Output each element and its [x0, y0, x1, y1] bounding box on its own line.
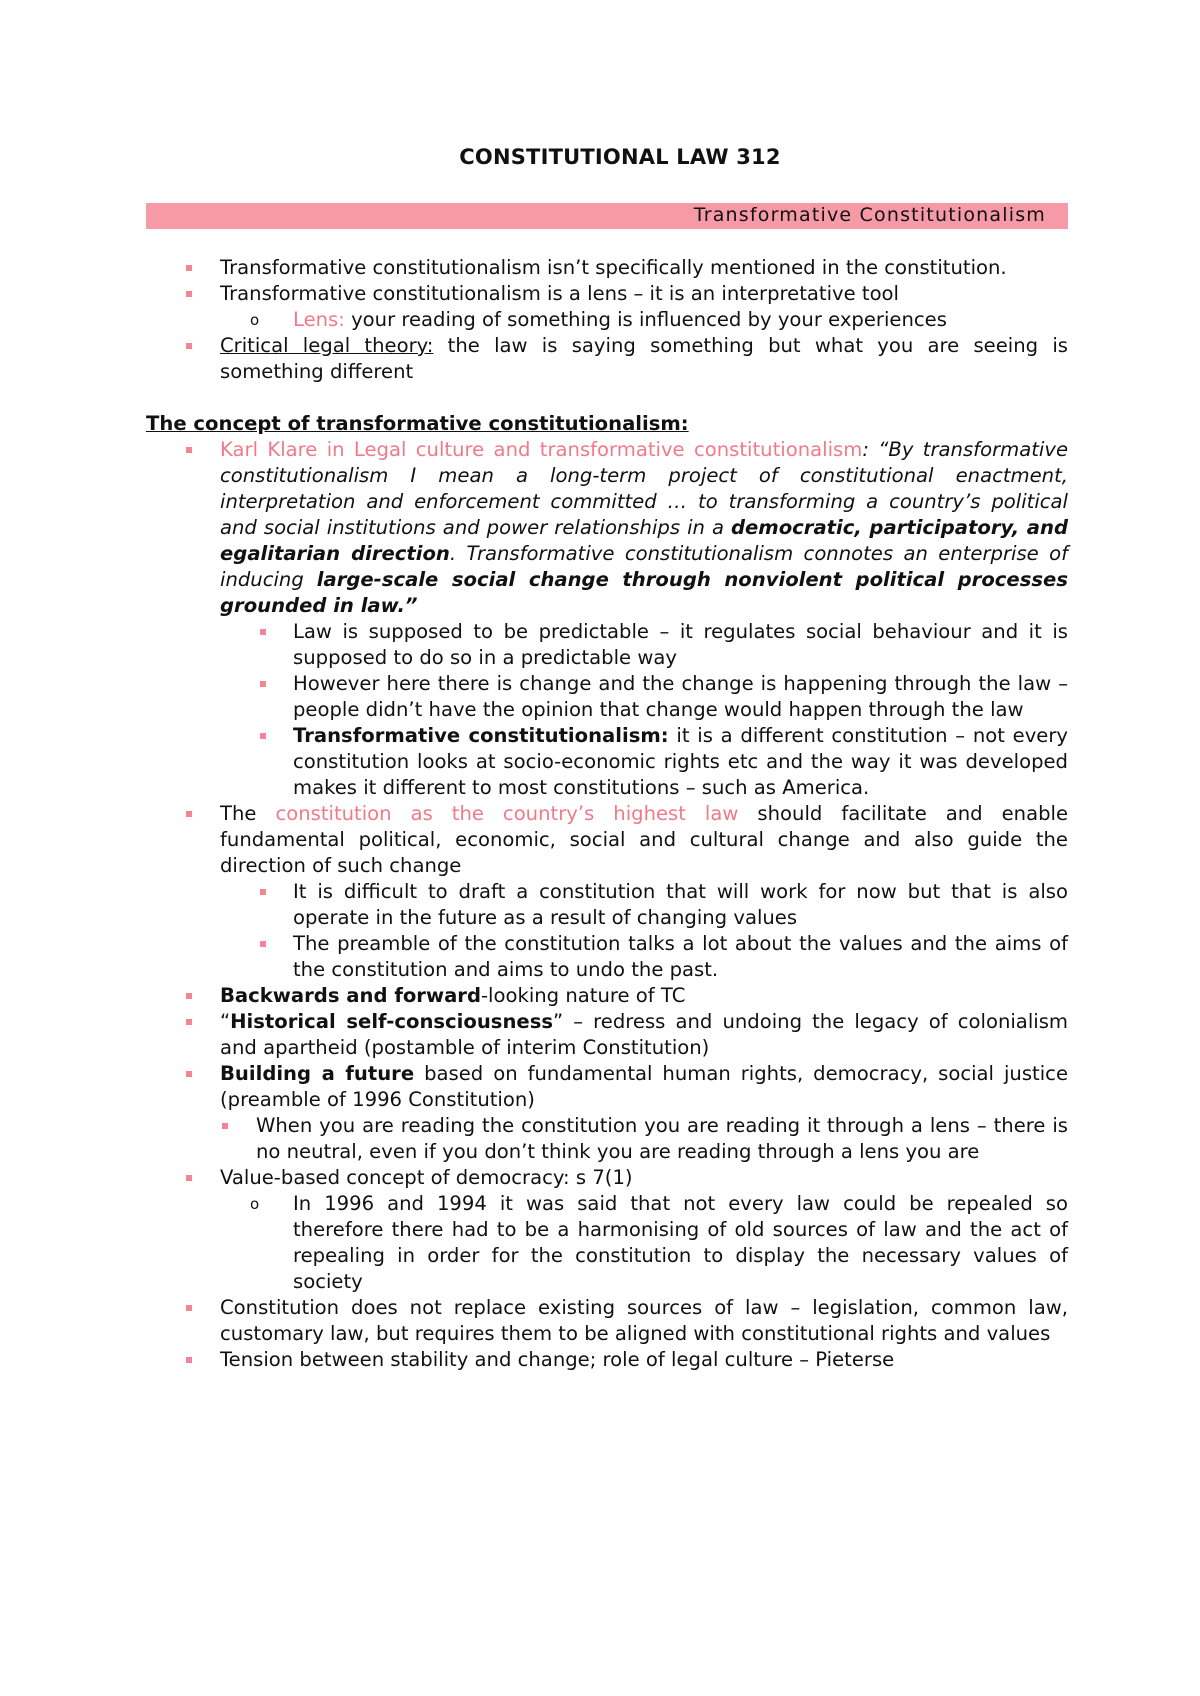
square-bullet-icon	[186, 1019, 192, 1025]
square-bullet-icon	[186, 1305, 192, 1311]
square-bullet-icon	[186, 447, 192, 453]
list-item: The constitution as the country’s highest law should facilitate and enable fundamental political, economic, social and cultural change and also guide the direction of such change	[146, 801, 1068, 879]
section-banner	[146, 203, 1068, 229]
list-item: Constitution does not replace existing sources of law – legislation, common law, customary law, but requires them to be aligned with constitutional rights and values	[146, 1295, 1068, 1347]
list-item: Karl Klare in Legal culture and transformative constitutionalism: “By transformative constitutionalism I mean a long-term project of constitutional enactment, interpretation and enforcement committed … to transforming a country’s political and social institutions and power relationships in a democratic, participatory, and egalitarian direction. Transformative constitutionalism connotes an enterprise of inducing large-scale social change through nonviolent political processes grounded in law.”	[146, 437, 1068, 619]
square-bullet-icon	[260, 889, 266, 895]
list-item: When you are reading the constitution you are reading it through a lens – there is no neutral, even if you don’t think you are reading through a lens you are	[146, 1113, 1068, 1165]
square-bullet-icon	[260, 733, 266, 739]
square-bullet-icon	[260, 681, 266, 687]
list-item: Law is supposed to be predictable – it regulates social behaviour and it is supposed to do so in a predictable way	[146, 619, 1068, 671]
square-bullet-icon	[186, 1357, 192, 1363]
list-item: Backwards and forward-looking nature of TC	[146, 983, 1068, 1009]
square-bullet-icon	[186, 291, 192, 297]
circle-bullet-icon: o	[250, 311, 260, 329]
list-item: Transformative constitutionalism: it is a different constitution – not every constitution looks at socio-economic rights etc and the way it was developed makes it different to most constitutions – such as America.	[146, 723, 1068, 801]
list-item: o In 1996 and 1994 it was said that not every law could be repealed so therefore there had to be a harmonising of old sources of law and the act of repealing in order for the constitution to display the necessary values of society	[250, 1192, 1068, 1293]
list-item: It is difficult to draft a constitution that will work for now but that is also operate in the future as a result of changing values	[146, 879, 1068, 931]
square-bullet-icon	[186, 811, 192, 817]
square-bullet-icon	[186, 1175, 192, 1181]
list-item: Tension between stability and change; role of legal culture – Pieterse	[146, 1347, 1068, 1373]
square-bullet-icon	[186, 265, 192, 271]
square-bullet-icon	[186, 1071, 192, 1077]
list-item: The preamble of the constitution talks a lot about the values and the aims of the constitution and aims to undo the past.	[146, 931, 1068, 983]
list-item: Building a future based on fundamental human rights, democracy, social justice (preamble of 1996 Constitution)	[146, 1061, 1068, 1113]
list-item: However here there is change and the change is happening through the law – people didn’t have the opinion that change would happen through the law	[146, 671, 1068, 723]
list-item: “Historical self-consciousness” – redress and undoing the legacy of colonialism and apartheid (postamble of interim Constitution)	[146, 1009, 1068, 1061]
banner-title: Transformative Constitutionalism	[693, 204, 1046, 226]
square-bullet-icon	[222, 1123, 228, 1129]
list-item: o Lens: your reading of something is influenced by your experiences	[250, 308, 947, 331]
list-item: Transformative constitutionalism is a lens – it is an interpretative tool	[146, 281, 1068, 307]
square-bullet-icon	[260, 629, 266, 635]
section-heading: The concept of transformative constitutionalism:	[146, 412, 689, 435]
square-bullet-icon	[186, 993, 192, 999]
list-item: Critical legal theory: the law is saying something but what you are seeing is something different	[146, 333, 1068, 385]
list-item: Transformative constitutionalism isn’t specifically mentioned in the constitution.	[146, 255, 1068, 281]
document-title: CONSTITUTIONAL LAW 312	[459, 145, 781, 169]
list-item: Value-based concept of democracy: s 7(1)	[146, 1165, 1068, 1191]
square-bullet-icon	[260, 941, 266, 947]
document-body	[146, 255, 1068, 1373]
square-bullet-icon	[186, 343, 192, 349]
circle-bullet-icon: o	[250, 1195, 260, 1213]
